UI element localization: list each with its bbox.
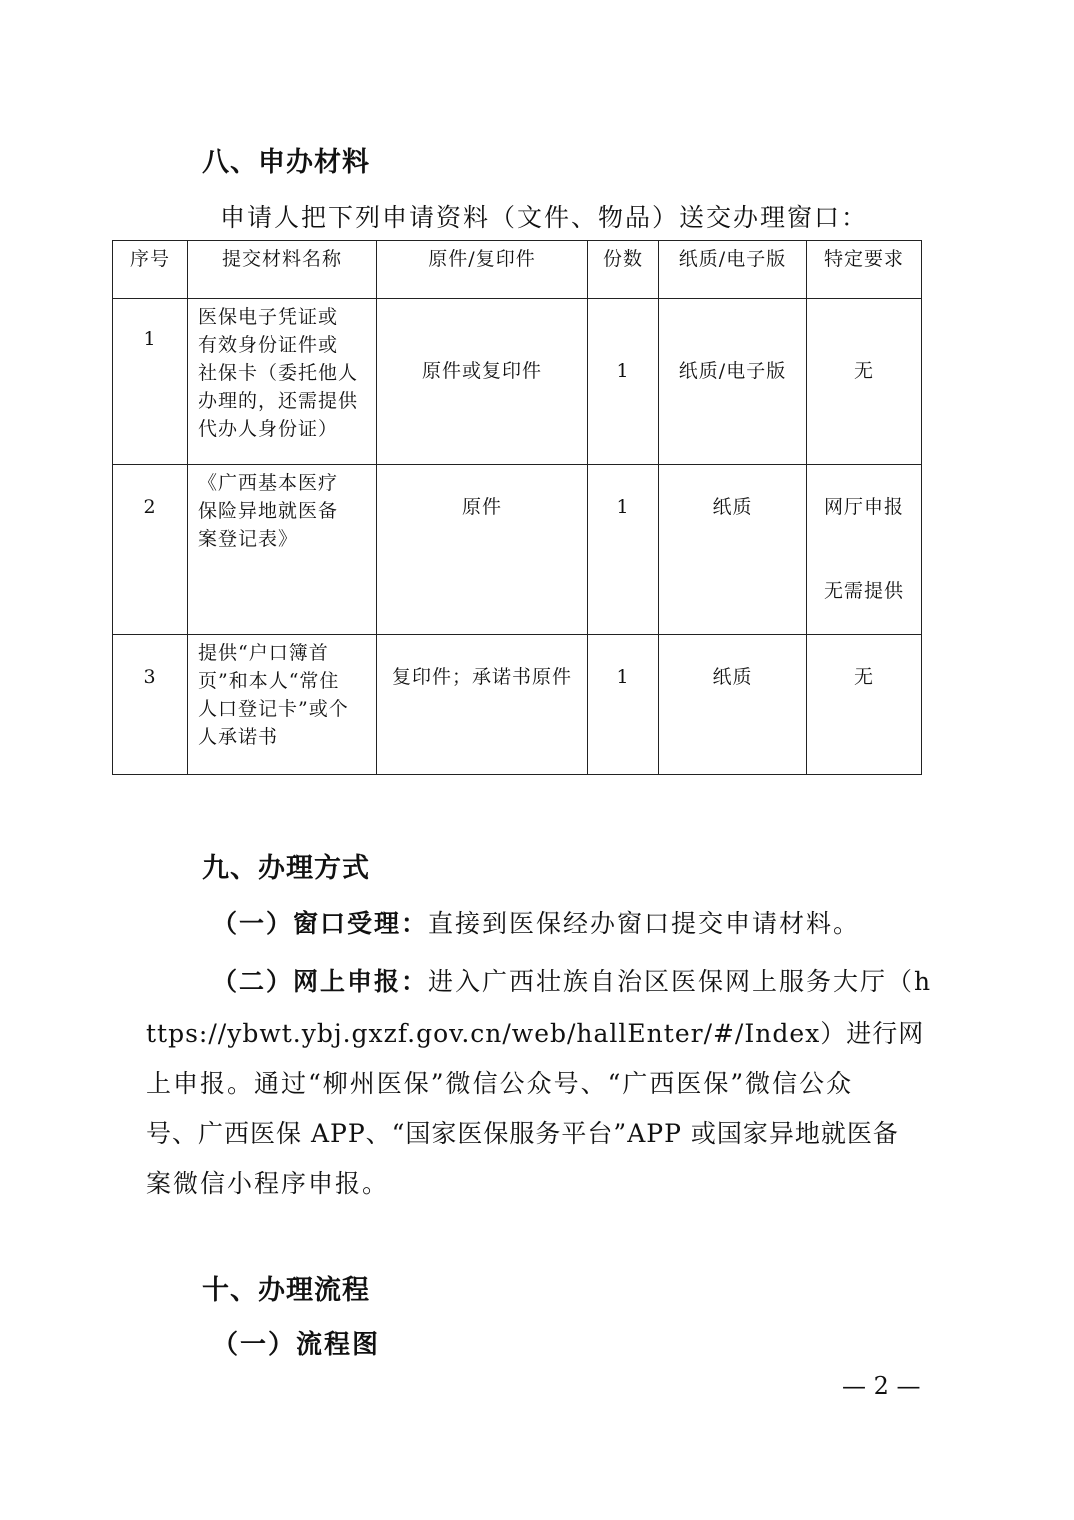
section-9-paragraph-1 [212,904,860,940]
format: 纸质 [659,465,807,635]
section-9-paragraph-2-line-2: ttps://ybwt.ybj.gxzf.gov.cn/web/hallEnter/#/Index）进行网 [146,1019,925,1048]
copy-count: 1 [588,635,659,775]
section-9-paragraph-2-line-4: 号、广西医保 APP、“国家医保服务平台”APP 或国家异地就医备 [146,1119,899,1148]
material-name-line: 医保电子凭证或 [198,306,339,328]
requirement-line: 网厅申报 [823,496,904,518]
format: 纸质/电子版 [659,299,807,465]
paragraph-label: （一）窗口受理： [212,909,429,938]
header-cell: 序号 [113,241,188,299]
paragraph-text: 直接到医保经办窗口提交申请材料。 [428,909,861,938]
copy-type: 原件或复印件 [377,299,588,465]
section-9-paragraph-2-line-1 [212,962,932,998]
materials-table [112,240,922,775]
row-number: 3 [113,635,188,775]
material-name-line: 人口登记卡”或个 [198,698,349,720]
section-9-paragraph-2-line-5: 案微信小程序申报。 [146,1169,390,1198]
copy-type: 原件 [377,465,588,635]
copy-count: 1 [588,299,659,465]
header-cell: 特定要求 [807,241,922,299]
copy-type: 复印件；承诺书原件 [377,635,588,775]
material-name-line: 办理的，还需提供 [198,390,359,412]
special-requirement [807,465,922,635]
header-cell: 纸质/电子版 [659,241,807,299]
requirement-line: 无需提供 [823,580,904,602]
material-name [188,465,377,635]
paragraph-text: 进入广西壮族自治区医保网上服务大厅（h [428,967,933,996]
header-cell: 提交材料名称 [188,241,377,299]
material-name-line: 提供“户口簿首 [198,642,329,664]
material-name-line: 人承诺书 [198,726,279,748]
special-requirement: 无 [807,299,922,465]
material-name [188,299,377,465]
material-name-line: 有效身份证件或 [198,334,339,356]
material-name-line: 《广西基本医疗 [198,472,339,494]
header-cell: 原件/复印件 [377,241,588,299]
copy-count: 1 [588,465,659,635]
material-name-line: 代办人身份证） [198,418,339,440]
material-name [188,635,377,775]
table-header-row [113,241,922,299]
material-name-line: 保险异地就医备 [198,500,339,522]
paragraph-label: （二）网上申报： [212,967,429,996]
material-name-line: 页”和本人“常住 [198,670,340,692]
section-10-subheading: （一）流程图 [212,1330,381,1360]
table-row [113,635,922,775]
section-10-heading: 十、办理流程 [202,1275,370,1306]
format: 纸质 [659,635,807,775]
material-name-line: 社保卡（委托他人 [198,362,359,384]
table-row [113,465,922,635]
section-8-heading: 八、申办材料 [202,147,370,178]
row-number: 2 [113,465,188,635]
section-8-intro: 申请人把下列申请资料（文件、物品）送交办理窗口： [220,203,869,232]
material-name-line: 案登记表》 [198,528,299,550]
section-9-paragraph-2-line-3: 上申报。通过“柳州医保”微信公众号、“广西医保”微信公众 [146,1069,854,1098]
special-requirement: 无 [807,635,922,775]
row-number: 1 [113,299,188,465]
section-9-heading: 九、办理方式 [202,853,370,884]
header-cell: 份数 [588,241,659,299]
table-row [113,299,922,465]
page-number: — 2 — [842,1372,921,1400]
